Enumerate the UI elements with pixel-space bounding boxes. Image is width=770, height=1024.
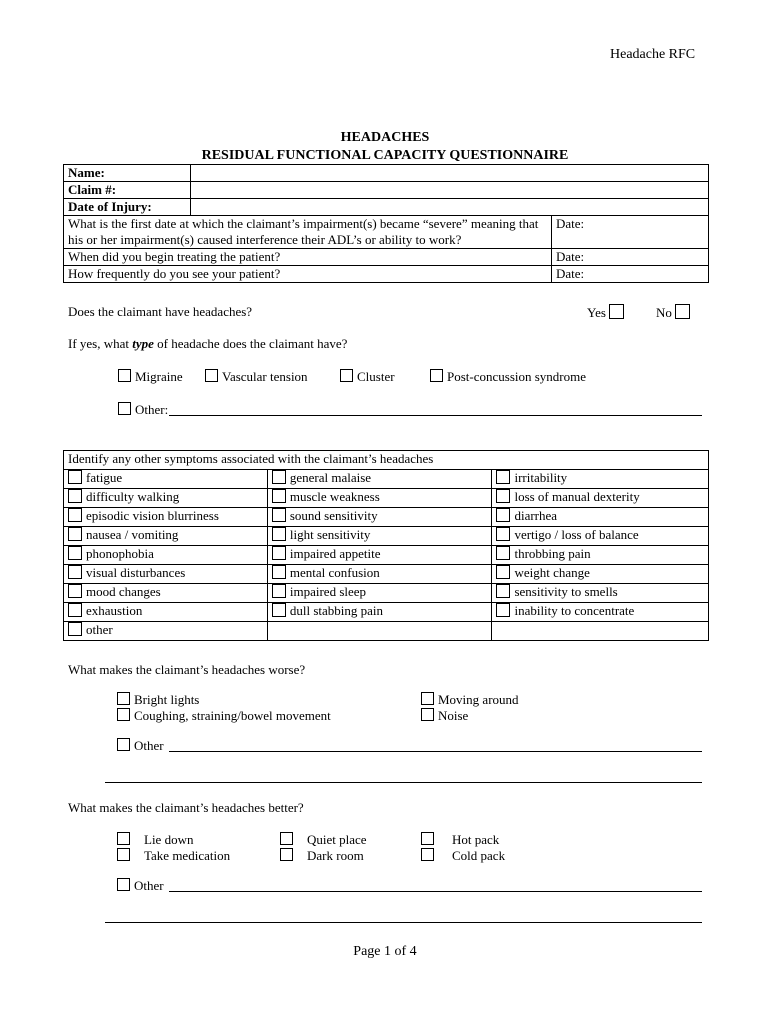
name-row: [64, 165, 709, 182]
checkbox-icon[interactable]: [496, 527, 510, 541]
checkbox-icon[interactable]: [496, 470, 510, 484]
option-label: Take medication: [144, 848, 231, 863]
claim-label: Claim #:: [64, 182, 191, 199]
option-migraine[interactable]: [118, 369, 183, 385]
symptom-cell[interactable]: [492, 508, 709, 527]
checkbox-icon[interactable]: [421, 692, 434, 705]
header-label: Headache RFC: [610, 47, 696, 62]
symptom-cell[interactable]: [267, 508, 492, 527]
symptom-cell: [492, 622, 709, 641]
symptom-label: vertigo / loss of balance: [514, 527, 639, 542]
option-label: Post-concussion syndrome: [447, 369, 587, 384]
injury-field[interactable]: [191, 199, 709, 216]
checkbox-icon[interactable]: [68, 546, 82, 560]
symptom-cell[interactable]: [267, 470, 492, 489]
better-dark-room[interactable]: [280, 848, 364, 864]
checkbox-icon[interactable]: [272, 489, 286, 503]
symptom-cell[interactable]: [492, 527, 709, 546]
better-other[interactable]: [117, 878, 164, 894]
checkbox-icon[interactable]: [272, 565, 286, 579]
symptom-label: diarrhea: [514, 508, 558, 523]
symptom-cell[interactable]: [64, 622, 268, 641]
worse-other-line-2[interactable]: [105, 782, 702, 783]
checkbox-icon[interactable]: [68, 527, 82, 541]
symptom-label: mental confusion: [289, 565, 380, 580]
type-prefix: If yes, what: [68, 336, 133, 351]
symptom-row: [64, 527, 709, 546]
better-other-line-2[interactable]: [105, 922, 702, 923]
freq-row: [64, 266, 709, 283]
checkbox-icon[interactable]: [280, 848, 293, 861]
better-other-line-1[interactable]: [169, 891, 702, 892]
symptom-cell[interactable]: [64, 508, 268, 527]
symptom-label: visual disturbances: [86, 565, 186, 580]
worse-moving-around[interactable]: [421, 692, 519, 708]
option-label: Other: [134, 738, 164, 753]
no-checkbox[interactable]: [675, 304, 690, 319]
checkbox-icon[interactable]: [117, 738, 130, 751]
injury-row: [64, 199, 709, 216]
no-option[interactable]: [656, 304, 690, 321]
symptom-label: irritability: [514, 470, 568, 485]
checkbox-icon[interactable]: [117, 848, 130, 861]
symptom-row: [64, 546, 709, 565]
severe-date-field[interactable]: Date:: [552, 216, 709, 249]
checkbox-icon[interactable]: [272, 470, 286, 484]
better-take-medication[interactable]: [117, 848, 230, 864]
symptom-cell[interactable]: [267, 546, 492, 565]
type-question: [68, 336, 347, 352]
checkbox-icon[interactable]: [68, 508, 82, 522]
injury-label: Date of Injury:: [64, 199, 191, 216]
symptom-cell[interactable]: [492, 546, 709, 565]
checkbox-icon[interactable]: [68, 622, 82, 636]
yes-checkbox[interactable]: [609, 304, 624, 319]
better-lie-down[interactable]: [117, 832, 193, 848]
treat-question: When did you begin treating the patient?: [64, 249, 552, 266]
option-post-concussion[interactable]: [430, 369, 586, 385]
checkbox-icon[interactable]: [496, 565, 510, 579]
symptom-cell: [267, 622, 492, 641]
symptom-label: general malaise: [289, 470, 372, 485]
symptom-cell[interactable]: [64, 470, 268, 489]
option-label: Coughing, straining/bowel movement: [134, 708, 331, 723]
headaches-question: Does the claimant have headaches?: [68, 304, 253, 319]
claimant-info-table: [63, 164, 709, 283]
symptom-row: [64, 584, 709, 603]
checkbox-icon[interactable]: [496, 508, 510, 522]
symptom-label: episodic vision blurriness: [86, 508, 219, 523]
worse-noise[interactable]: [421, 708, 468, 724]
checkbox-icon[interactable]: [272, 508, 286, 522]
treat-date-field[interactable]: Date:: [552, 249, 709, 266]
checkbox-icon[interactable]: [68, 489, 82, 503]
option-label: Quiet place: [307, 832, 367, 847]
checkbox-icon[interactable]: [421, 848, 434, 861]
checkbox-icon[interactable]: [117, 878, 130, 891]
symptom-cell[interactable]: [64, 546, 268, 565]
page-number: Page 1 of 4: [353, 944, 417, 959]
title-line-1: HEADACHES: [340, 130, 430, 145]
claim-field[interactable]: [191, 182, 709, 199]
option-label: Noise: [438, 708, 469, 723]
symptom-label: sensitivity to smells: [514, 584, 618, 599]
option-label: Other:: [135, 402, 169, 417]
symptom-row: [64, 622, 709, 641]
checkbox-icon[interactable]: [280, 832, 293, 845]
symptom-cell[interactable]: [64, 565, 268, 584]
checkbox-icon[interactable]: [117, 832, 130, 845]
name-label: Name:: [64, 165, 191, 182]
symptom-cell[interactable]: [492, 489, 709, 508]
better-question: What makes the claimant’s headaches better?: [68, 800, 304, 815]
symptom-label: impaired appetite: [289, 546, 381, 561]
checkbox-icon[interactable]: [421, 708, 434, 721]
symptom-cell[interactable]: [64, 489, 268, 508]
checkbox-icon[interactable]: [118, 369, 131, 382]
symptoms-heading: Identify any other symptoms associated with the claimant’s headaches: [64, 451, 709, 470]
symptom-row: [64, 508, 709, 527]
symptom-cell[interactable]: [492, 603, 709, 622]
checkbox-icon[interactable]: [68, 603, 82, 617]
worse-question: What makes the claimant’s headaches worse?: [68, 662, 306, 677]
symptom-cell[interactable]: [492, 470, 709, 489]
symptom-label: throbbing pain: [514, 546, 591, 561]
better-cold-pack[interactable]: [421, 848, 505, 864]
symptom-label: difficulty walking: [86, 489, 180, 504]
severe-question: What is the first date at which the claimant’s impairment(s) became “severe” meaning that his or her impairment(s) caused interference their ADL’s or ability to work?: [64, 216, 552, 249]
symptom-cell[interactable]: [64, 584, 268, 603]
symptom-cell[interactable]: [64, 603, 268, 622]
symptom-label: fatigue: [86, 470, 123, 485]
checkbox-icon[interactable]: [205, 369, 218, 382]
checkbox-icon[interactable]: [68, 584, 82, 598]
checkbox-icon[interactable]: [272, 527, 286, 541]
symptom-row: [64, 489, 709, 508]
checkbox-icon[interactable]: [496, 603, 510, 617]
title-line-2: RESIDUAL FUNCTIONAL CAPACITY QUESTIONNAIRE: [201, 148, 569, 163]
checkbox-icon[interactable]: [272, 603, 286, 617]
symptom-label: phonophobia: [86, 546, 154, 561]
freq-question: How frequently do you see your patient?: [64, 266, 552, 283]
option-label: Cluster: [357, 369, 395, 384]
yes-label: Yes: [587, 305, 606, 320]
symptom-row: [64, 603, 709, 622]
checkbox-icon[interactable]: [496, 546, 510, 560]
worse-coughing[interactable]: [117, 708, 331, 724]
freq-date-field[interactable]: Date:: [552, 266, 709, 283]
option-label: Hot pack: [452, 832, 500, 847]
symptom-cell[interactable]: [267, 584, 492, 603]
checkbox-icon[interactable]: [272, 546, 286, 560]
option-label: Migraine: [135, 369, 183, 384]
option-label: Cold pack: [452, 848, 506, 863]
symptom-cell[interactable]: [267, 527, 492, 546]
symptom-label: light sensitivity: [289, 527, 371, 542]
symptom-cell[interactable]: [64, 527, 268, 546]
option-label: Lie down: [144, 832, 194, 847]
checkbox-icon[interactable]: [430, 369, 443, 382]
symptom-label: mood changes: [86, 584, 161, 599]
worse-other-line-1[interactable]: [169, 751, 702, 752]
symptom-label: weight change: [514, 565, 590, 580]
symptom-cell[interactable]: [492, 584, 709, 603]
no-label: No: [656, 305, 672, 320]
symptom-label: sound sensitivity: [289, 508, 378, 523]
symptom-row: [64, 565, 709, 584]
checkbox-icon[interactable]: [118, 402, 131, 415]
better-hot-pack[interactable]: [421, 832, 499, 848]
worse-bright-lights[interactable]: [117, 692, 199, 708]
checkbox-icon[interactable]: [340, 369, 353, 382]
checkbox-icon[interactable]: [68, 470, 82, 484]
symptom-label: inability to concentrate: [514, 603, 635, 618]
checkbox-icon[interactable]: [496, 584, 510, 598]
better-quiet-place[interactable]: [280, 832, 367, 848]
treat-row: [64, 249, 709, 266]
option-label: Dark room: [307, 848, 364, 863]
option-label: Vascular tension: [222, 369, 308, 384]
symptom-cell[interactable]: [267, 489, 492, 508]
checkbox-icon[interactable]: [117, 708, 130, 721]
severe-row: [64, 216, 709, 249]
option-label: Other: [134, 878, 164, 893]
symptoms-table: [63, 450, 709, 641]
checkbox-icon[interactable]: [68, 565, 82, 579]
symptom-label: loss of manual dexterity: [514, 489, 640, 504]
other-type-line[interactable]: [169, 415, 702, 416]
symptom-cell[interactable]: [267, 603, 492, 622]
option-vascular-tension[interactable]: [205, 369, 308, 385]
name-field[interactable]: [191, 165, 709, 182]
option-label: Bright lights: [134, 692, 200, 707]
symptom-label: nausea / vomiting: [86, 527, 179, 542]
symptom-cell[interactable]: [492, 565, 709, 584]
symptoms-heading-row: [64, 451, 709, 470]
checkbox-icon[interactable]: [496, 489, 510, 503]
symptom-label: exhaustion: [86, 603, 143, 618]
symptom-label: muscle weakness: [289, 489, 380, 504]
symptom-cell[interactable]: [267, 565, 492, 584]
type-suffix: of headache does the claimant have?: [153, 336, 348, 351]
yes-option[interactable]: [587, 304, 624, 321]
symptom-label: dull stabbing pain: [289, 603, 384, 618]
type-emphasis: type: [132, 336, 154, 351]
option-label: Moving around: [438, 692, 519, 707]
symptom-label: impaired sleep: [289, 584, 367, 599]
symptom-label: other: [86, 622, 113, 637]
checkbox-icon[interactable]: [117, 692, 130, 705]
option-other-type[interactable]: [118, 402, 168, 418]
option-cluster[interactable]: [340, 369, 395, 385]
checkbox-icon[interactable]: [421, 832, 434, 845]
claim-row: [64, 182, 709, 199]
checkbox-icon[interactable]: [272, 584, 286, 598]
symptom-row: [64, 470, 709, 489]
worse-other[interactable]: [117, 738, 164, 754]
